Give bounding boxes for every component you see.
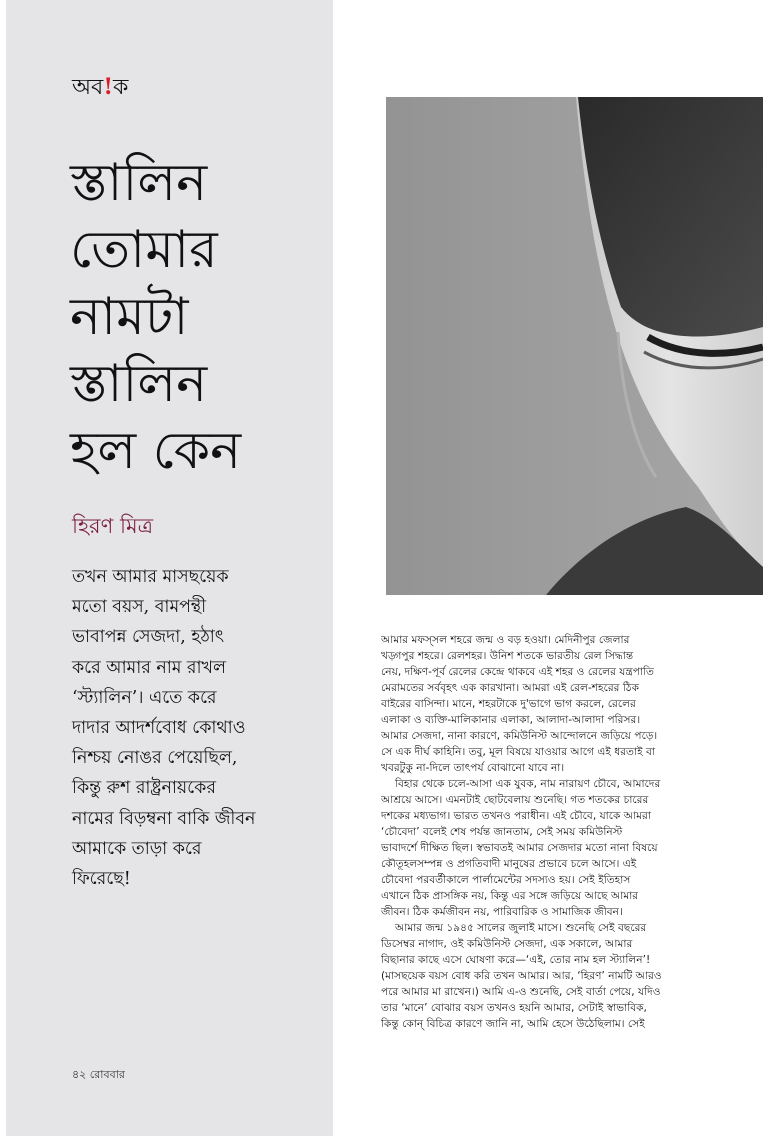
headline bbox=[70, 150, 320, 485]
body-line: চৌবেদা পরবর্তীকালে পার্লামেন্টের সদস্যও হয়। সেই ইতিহাস bbox=[381, 874, 631, 886]
headline-line: নামটা bbox=[70, 287, 189, 347]
lede-line: নিশ্চয় নোঙর পেয়েছিল, bbox=[72, 748, 238, 769]
body-line: কৌতূহলসম্পন্ন ও প্রগতিবাদী মানুষের প্রভাবে চলে আসে। এই bbox=[381, 858, 637, 870]
lede-line: ভাবাপন্ন সেজদা, হঠাৎ bbox=[72, 627, 225, 648]
body-line: সে এক দীর্ঘ কাহিনি। তবু, মূল বিষয়ে যাওয়ার আগে এই ধরতাই বা bbox=[381, 746, 655, 758]
body-line: জীবন। ঠিক কর্মজীবন নয়, পারিবারিক ও সামাজিক জীবন। bbox=[381, 906, 623, 918]
body-line: আমার সেজদা, নানা কারণে, কমিউনিস্ট আন্দোলনে জড়িয়ে পড়ে। bbox=[381, 730, 658, 742]
lede-line: করে আমার নাম রাখল bbox=[72, 657, 226, 678]
lede-line: কিন্তু রুশ রাষ্ট্রনায়কের bbox=[72, 778, 216, 799]
body-line: (মাসছয়েক বয়স বোধ করি তখন আমার। আর, ‘হিরণ’ নামটি আরও bbox=[381, 970, 662, 982]
headline-line: স্তালিন bbox=[70, 153, 208, 213]
body-line: কিন্তু কোন্ বিচিত্র কারণে জানি না, আমি হেসে উঠেছিলাম। সেই bbox=[381, 1018, 645, 1030]
article-body bbox=[381, 632, 763, 1032]
body-line: আশ্রয়ে আসে। এমনটাই ছোটবেলায় শুনেছি। গত শতকের চারের bbox=[381, 794, 649, 806]
body-line: আমার জন্ম ১৯৪৫ সালের জুলাই মাসে। শুনেছি সেই বছরের bbox=[395, 922, 647, 934]
portrait-photo bbox=[386, 97, 763, 595]
section-tag-pre: অব bbox=[72, 75, 104, 100]
lede-line: ফিরেছে! bbox=[72, 869, 131, 890]
body-line: খবরটুকু না-দিলে তাৎপর্য বোঝানো যাবে না। bbox=[381, 762, 565, 774]
page-folio: ৪২ রোববার bbox=[72, 1068, 125, 1081]
headline-line: তোমার bbox=[70, 220, 218, 280]
body-line: এলাকা ও ব্যক্তি-মালিকানার এলাকা, আলাদা-আলাদা পরিসর। bbox=[381, 714, 641, 726]
headline-line: স্তালিন bbox=[70, 354, 208, 414]
body-line: বিহার থেকে চলে-আসা এক যুবক, নাম নারায়ণ চৌবে, আমাদের bbox=[395, 778, 661, 790]
body-line: ভাবাদর্শে দীক্ষিত ছিল। স্বভাবতই আমার সেজদার মতো নানা বিষয়ে bbox=[381, 842, 658, 854]
headline-line: হল কেন bbox=[70, 421, 242, 481]
author-byline: হিরণ মিত্র bbox=[72, 514, 154, 538]
body-line: দশকের মধ্যভাগ। ভারত তখনও পরাধীন। এই চৌবে, যাকে আমরা bbox=[381, 810, 651, 822]
body-line: আমার মফস্সল শহরে জন্ম ও বড় হওয়া। মেদিনীপুর জেলার bbox=[381, 634, 630, 646]
body-line: ‘চৌবেদা’ বলেই শেষ পর্যন্ত জানতাম, সেই সময় কমিউনিস্ট bbox=[381, 826, 623, 838]
body-line: বাইরের বাসিন্দা। মানে, শহরটাকে দু'ভাগে ভাগ করলে, রেলের bbox=[381, 698, 636, 710]
lede-line: মতো বয়স, বামপন্থী bbox=[72, 597, 207, 618]
body-line: খড়্গপুর শহরে। রেলশহর। উনিশ শতকে ভারতীয় রেল সিদ্ধান্ত bbox=[381, 650, 634, 662]
body-line: মেরামতের সর্ববৃহৎ এক কারখানা। আমরা এই রেল-শহরের ঠিক bbox=[381, 682, 639, 694]
lede-line: ‘স্ট্যালিন’। এতে করে bbox=[72, 687, 217, 708]
body-line: পরে আমার মা রাখেন।) আমি এ-ও শুনেছি, সেই বার্তা পেয়ে, যদিও bbox=[381, 986, 661, 998]
lede-paragraph bbox=[72, 562, 320, 894]
body-line: ডিসেম্বর নাগাদ, ওই কমিউনিস্ট সেজদা, এক সকালে, আমার bbox=[381, 938, 633, 950]
section-tag bbox=[72, 70, 128, 107]
lede-line: নামের বিড়ম্বনা বাকি জীবন bbox=[72, 808, 256, 829]
body-line: তার ‘মানে’ বোঝার বয়স তখনও হয়নি আমার, সেটাই স্বাভাবিক, bbox=[381, 1002, 647, 1014]
section-tag-post: ক bbox=[112, 75, 129, 100]
body-line: বিছানার কাছে এসে ঘোষণা করে—‘এই, তোর নাম হল স্ট্যালিন’! bbox=[381, 954, 651, 966]
lede-line: আমাকে তাড়া করে bbox=[72, 838, 202, 859]
lede-line: দাদার আদর্শবোধ কোথাও bbox=[72, 718, 246, 739]
section-tag-bang: ! bbox=[103, 74, 113, 100]
portrait-illustration bbox=[386, 97, 763, 595]
lede-line: তখন আমার মাসছয়েক bbox=[72, 567, 229, 587]
body-line: এখানে ঠিক প্রাসঙ্গিক নয়, কিন্তু এর সঙ্গে জড়িয়ে আছে আমার bbox=[381, 890, 639, 902]
body-line: নেয়, দক্ষিণ-পূর্ব রেলের কেন্দ্রে থাকবে এই শহর ও রেলের যন্ত্রপাতি bbox=[381, 666, 654, 678]
